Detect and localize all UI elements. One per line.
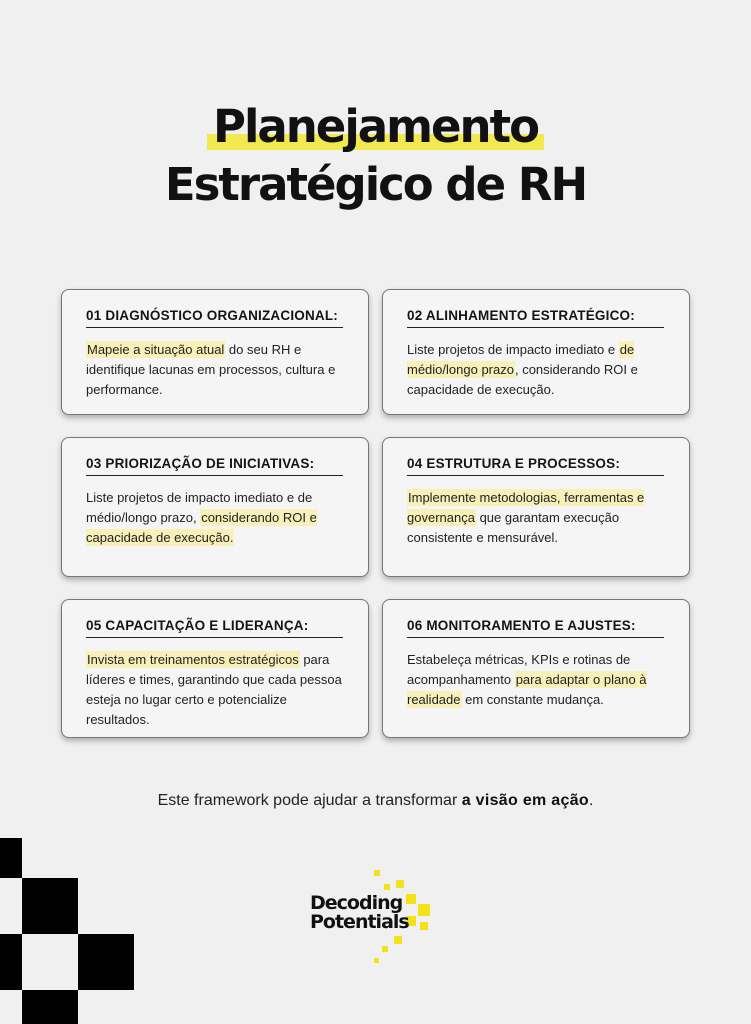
page-title (0, 98, 751, 214)
card-body (86, 340, 348, 400)
card-diagnostico (61, 289, 369, 415)
card-body-text: Estabeleça métricas, KPIs e rotinas de acompanhamento (407, 652, 631, 687)
checker-square (0, 934, 22, 990)
card-priorizacao (61, 437, 369, 577)
card-body-highlight: considerando ROI e capacidade de execução. (86, 510, 317, 545)
card-estrutura (382, 437, 690, 577)
card-title: 03 PRIORIZAÇÃO DE INICIATIVAS: (86, 456, 343, 476)
card-title: 01 DIAGNÓSTICO ORGANIZACIONAL: (86, 308, 343, 328)
card-title: 02 ALINHAMENTO ESTRATÉGICO: (407, 308, 664, 328)
checker-square (78, 934, 134, 990)
card-title: 04 ESTRUTURA E PROCESSOS: (407, 456, 664, 476)
logo-line-2: Potentials (310, 911, 409, 933)
card-body (407, 650, 669, 710)
card-title: 05 CAPACITAÇÃO E LIDERANÇA: (86, 618, 343, 638)
card-body-text: em constante mudança. (461, 692, 604, 707)
logo-line-1: Decoding (310, 892, 403, 914)
card-body (86, 650, 348, 730)
card-body-highlight: Mapeie a situação atual (87, 342, 225, 357)
card-body-highlight: Implemente metodologias, ferramentas e governança (407, 490, 645, 525)
card-body-text: para líderes e times, garantindo que cada pessoa esteja no lugar certo e potencialize resultados. (86, 652, 342, 727)
footer-text-pre: Este framework pode ajudar a transformar (157, 792, 462, 809)
card-body-text: Liste projetos de impacto imediato e de médio/longo prazo, (86, 490, 313, 525)
card-body (86, 488, 348, 548)
title-line-2: Estratégico de RH (164, 158, 587, 211)
footer-tagline (0, 792, 751, 810)
card-body (407, 488, 669, 548)
card-body-text: que garantam execução consistente e mensurável. (407, 510, 620, 545)
card-body-text: Liste projetos de impacto imediato e (407, 342, 619, 357)
decoding-potentials-logo (310, 870, 450, 970)
checker-square (22, 990, 78, 1024)
footer-text-bold: a visão em ação (461, 792, 589, 809)
card-alinhamento (382, 289, 690, 415)
card-title: 06 MONITORAMENTO E AJUSTES: (407, 618, 664, 638)
checker-square (22, 878, 78, 934)
title-line-1: Planejamento (207, 98, 544, 156)
card-body-text: , considerando ROI e capacidade de execução. (407, 362, 638, 397)
card-capacitacao (61, 599, 369, 738)
card-monitoramento (382, 599, 690, 738)
card-body-highlight: Invista em treinamentos estratégicos (87, 652, 299, 667)
card-body-text: do seu RH e identifique lacunas em processos, cultura e performance. (86, 342, 336, 397)
checker-square (0, 838, 22, 878)
card-body-highlight: para adaptar o plano à realidade (407, 672, 647, 707)
card-body (407, 340, 669, 400)
footer-text-post: . (588, 792, 594, 809)
card-body-highlight: de médio/longo prazo (407, 342, 635, 377)
